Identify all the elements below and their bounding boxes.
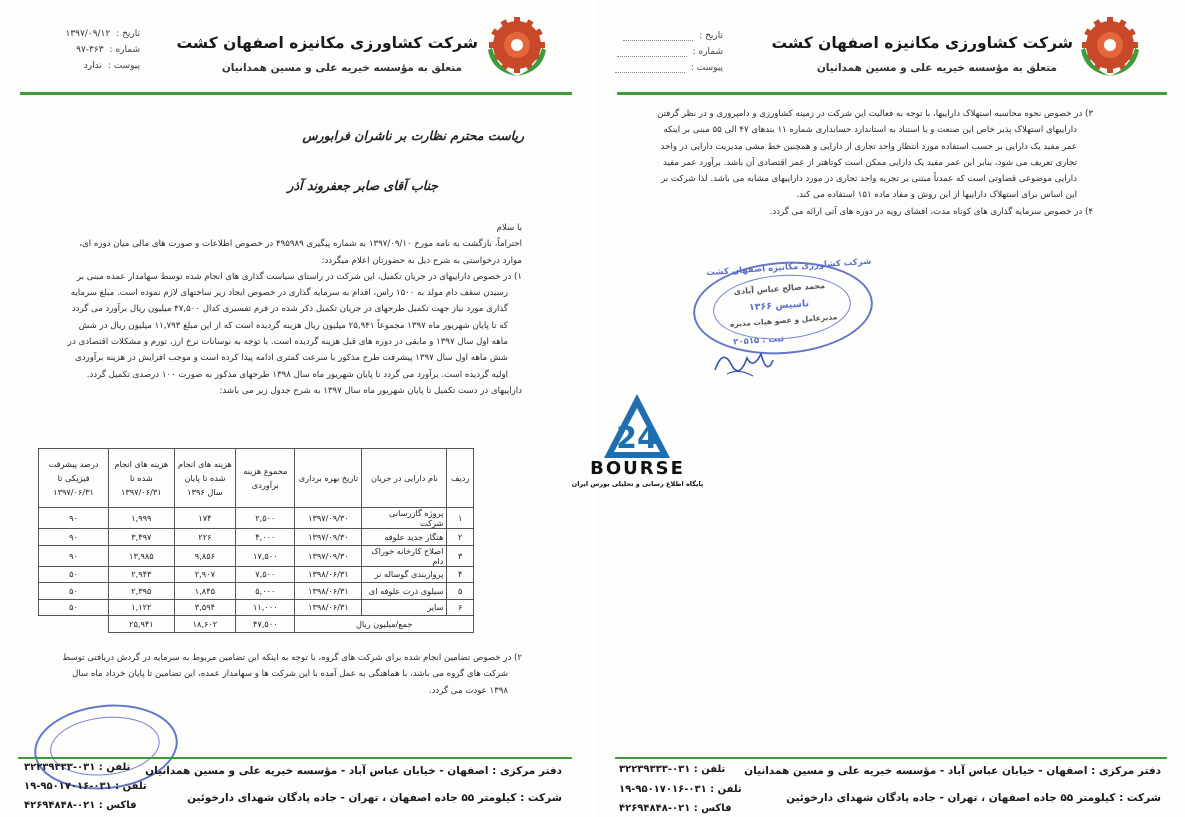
table-cell: ۳ [447,545,474,566]
col-header-estimated: مجموع هزینه برآوردی [236,449,295,508]
table-header-row [39,449,474,508]
stamp-signer: محمد صالح عباس آبادی [733,281,826,297]
letter-meta [20,26,140,74]
footer-address: دفتر مرکزی : اصفهان - خیابان عباس آباد - مؤسسه خیریه علی و مسین همدانیان [744,765,1161,777]
letter-body [62,220,522,399]
svg-text:24: 24 [616,421,658,456]
table-cell: ۹۰ [39,508,109,529]
table-cell: ۲,۵۰۰ [236,508,295,529]
item-1-text: در خصوص داراییهای در جریان تکمیل، این شرکت در راستای سیاست گذاری های انجام شده توسط سهامدار عمده مبنی بر رسیدن سقف دام مولد به ۱۵۰۰ راس، اقدام به سرمایه گذاری در خصوص ایجاد زیر ساختهای لازم نموده است. مبلغ سرمایه گذاری مورد نیاز جهت تکمیل طرحهای در جریان تکمیل ذکر شده در فرم تفسیری کدال ۴۷,۵۰۰ میلیون ریال برآورد می گردد که تا پایان شهریور ماه ۱۳۹۷ مجموعاً ۲۵,۹۴۱ میلیون ریال هزینه گردیده است که از این مبلغ ۱۱,۷۹۳ میلیون ریال در شش ماهه اول سال ۱۳۹۷ و مابقی در دوره های قبل هزینه گردیده است. با توجه به نوسانات نرخ ارز، تورم و مشکلات اقتصادی در شش ماهه اول سال ۱۳۹۷ پیشرفت طرح مذکور با سرعت کمتری ادامه پیدا کرده است و موجب افزایش در هزینه برآوردی اولیه گردیده است. برآورد می گردد تا پایان شهریور ماه سال ۱۳۹۸ طرحهای مذکور به صورت ۱۰۰ درصدی تکمیل گردد. [67,271,512,380]
header-divider [617,92,1167,95]
fax-label: فاکس : [98,800,137,811]
footer-address: دفتر مرکزی : اصفهان - خیابان عباس آباد - مؤسسه خیریه علی و مسین همدانیان [145,765,562,777]
table-cell: ۱۳۹۸/۰۶/۳۱ [295,583,362,600]
intro-paragraph: احتراماً، بازگشت به نامه مورخ ۱۳۹۷/۰۹/۱۰ به شماره پیگیری ۴۹۵۹۸۹ در خصوص اطلاعات و صورت های مالی میان دوره ای، موارد درخواستی به شرح ذیل به حضورتان اعلام میگردد: [79,239,522,266]
table-cell: ۱۳۹۷/۰۹/۳۰ [295,529,362,546]
table-cell: ۱۳۹۸/۰۶/۳۱ [295,599,362,616]
footer-phone-2 [619,784,742,795]
table-row [39,566,474,583]
letterhead [0,0,590,95]
date-label: تاریخ : [116,29,140,39]
phone-value: ۰۳۱-۹۵۰۱۷۰۱۶-۱۹ [619,784,707,795]
fax-label: فاکس : [693,803,732,814]
table-cell: ۱۷۴ [174,508,236,529]
item-2-number: ۲) [514,653,522,663]
phone-value: ۰۳۱-۳۲۲۳۹۳۳۳ [24,762,96,773]
item-2 [62,650,522,699]
table-cell: ۱,۱۲۲ [109,599,174,616]
table-cell: ۱۷,۵۰۰ [236,545,295,566]
date-label: تاریخ : [699,31,723,41]
table-cell: ۱۱,۰۰۰ [236,599,295,616]
header-divider [20,92,572,95]
footer-divider [615,757,1167,759]
footer-phone-2 [24,781,147,792]
table-cell: سیلوی ذرت علوفه ای [362,583,447,600]
number-value: ۹۷-۳۶۳ [76,45,104,55]
table-cell: هنگار جدید علوفه [362,529,447,546]
table-cell: ۱,۸۴۵ [174,583,236,600]
col-header-progress: درصد پیشرفت فیزیکی تا ۱۳۹۷/۰۶/۳۱ [39,449,109,508]
signature [709,340,779,382]
bourse-watermark [570,392,705,497]
table-row [39,529,474,546]
table-cell: ۲,۹۴۳ [109,566,174,583]
letter-body-2 [62,650,522,699]
phone-label: تلفن : [115,781,147,792]
phone-label: تلفن : [98,762,131,773]
table-cell: ۱۳۹۷/۰۹/۳۰ [295,545,362,566]
company-name: شرکت کشاورزی مکانیزه اصفهان کشت [176,34,478,52]
item-4 [655,204,1093,220]
number-label: شماره : [109,45,140,55]
stamp-role: مدیرعامل و عضو هیات مدیره [729,312,838,329]
table-cell: ۱ [447,508,474,529]
table-cell: ۶ [447,599,474,616]
company-subtitle: متعلق به مؤسسه خیریه علی و مسین همدانیان [221,62,462,74]
attachment-label: پیوست : [107,61,140,71]
col-header-cost-1397: هزینه های انجام شده تا ۱۳۹۷/۰۶/۳۱ [109,449,174,508]
fax-value: ۰۲۱-۴۲۶۹۴۸۴۸ [619,803,691,814]
assets-table [38,448,474,633]
letter-body [655,106,1093,220]
empty-cell [39,616,109,633]
recipient-title: ریاست محترم نظارت بر ناشران فرابورس [302,128,524,143]
table-cell: ۵۰ [39,599,109,616]
table-row [39,545,474,566]
table-cell: سایر [362,599,447,616]
col-header-date: تاریخ بهره برداری [295,449,362,508]
footer-phone [24,762,130,773]
item-3-number: ۳) [1085,109,1093,119]
col-header-cost-1396: هزینه های انجام شده تا پایان سال ۱۳۹۶ [174,449,236,508]
item-2-text: در خصوص تضامین انجام شده برای شرکت های گروه، با توجه به اینکه این تضامین مربوط به سرمایه در گردش دریافتی توسط شرکت های گروه می باشد، با هماهنگی به عمل آمده با این شرکت ها و سهامدار عمده، این تضامین تا پایان خرداد ماه سال ۱۳۹۸ عودت می گردد. [62,653,512,696]
greeting: با سلام [496,223,522,233]
item-4-text: در خصوص سرمایه گذاری های کوتاه مدت، افشای رویه در دوره های آتی ارائه می گردد. [769,206,1083,217]
table-row [39,508,474,529]
table-cell: ۵,۰۰۰ [236,583,295,600]
table-cell: اصلاح کارخانه خوراک دام [362,545,447,566]
total-estimated: ۴۷,۵۰۰ [236,616,295,633]
col-header-row-no: ردیف [447,449,474,508]
table-cell: ۳,۵۹۴ [174,599,236,616]
footer-fax [619,803,732,814]
table-cell: ۱۳,۹۸۵ [109,545,174,566]
company-logo [1075,12,1145,82]
company-subtitle: متعلق به مؤسسه خیریه علی و مسین همدانیان [816,62,1057,74]
attachment-label: پیوست : [690,63,723,73]
table-cell: ۴,۰۰۰ [236,529,295,546]
date-value: ۱۳۹۷/۰۹/۱۲ [65,29,111,39]
stamp-ring-text: شرکت کشاورزی مکانیزه اصفهان کشت [706,256,872,279]
phone-label: تلفن : [710,784,742,795]
fax-value: ۰۲۱-۴۲۶۹۴۸۴۸ [24,800,96,811]
item-3 [655,106,1093,204]
phone-value: ۰۳۱-۳۲۲۳۹۳۳۳ [619,764,691,775]
table-row [39,583,474,600]
table-cell: پروژه گازرسانی شرکت [362,508,447,529]
item-3-text: در خصوص نحوه محاسبه استهلاک داراییها، با توجه به فعالیت این شرکت در زمینه کشاورزی و دامپروری و در نظر گرفتن داراییهای استهلاک پذیر خاص این صنعت و با استناد به استاندارد حسابداری شماره ۱۱ بندهای ۴۷ الی ۵۵ مبنی بر اینکه عمر مفید یک دارایی بر حسب استفاده مورد انتظار واحد تجاری از دارایی و همچنین خط مشی مدیریت دارایی در واحد تجاری تعریف می شود، بنابر این عمر مفید یک دارایی ممکن است کوتاهتر از عمر اقتصادی آن باشد. برآورد عمر مفید دارایی موضوعی قضاوتی است که عمدتاً مبتنی بر تجربه واحد تجاری در مورد داراییهای مشابه می باشد. لذا شرکت بر این اساس برای استهلاک داراییها از این روش و مفاد ماده ۱۵۱ استفاده می کند. [657,109,1083,201]
footer-phone [619,764,725,775]
table-cell: ۹,۸۵۶ [174,545,236,566]
table-cell: ۹۰ [39,529,109,546]
table-cell: ۱۳۹۷/۰۹/۳۰ [295,508,362,529]
phone-label: تلفن : [693,764,726,775]
table-cell: ۷,۵۰۰ [236,566,295,583]
item-1-number: ۱) [514,271,522,282]
table-cell: ۴ [447,566,474,583]
table-cell: ۲ [447,529,474,546]
table-cell: ۲,۹۰۷ [174,566,236,583]
table-intro: داراییهای در دست تکمیل تا پایان شهریور ماه سال ۱۳۹۷ به شرح جدول زیر می باشد: [219,385,522,396]
table-cell: ۲,۳۹۵ [109,583,174,600]
item-4-number: ۴) [1085,206,1093,217]
phone-value: ۰۳۱-۹۵۰۱۷۰۱۶-۱۹ [24,781,112,792]
stamp-registration: ثبت : ۲۰۵۱۵ [732,334,785,348]
table-row [39,599,474,616]
footer-divider [18,757,572,759]
footer-farm-address: شرکت : کیلومتر ۵۵ جاده اصفهان ، تهران - جاده پادگان شهدای دارخوئین [786,792,1161,804]
recipient-name: جناب آقای صابر جعفروند آذر [287,178,438,193]
number-label: شماره : [692,47,723,57]
bourse-name: BOURSE [590,458,685,479]
table-cell: ۹۰ [39,545,109,566]
footer-fax [24,800,137,811]
letter-meta [613,28,723,76]
company-logo [482,12,552,82]
footer-farm-address: شرکت : کیلومتر ۵۵ جاده اصفهان ، تهران - جاده پادگان شهدای دارخوئین [187,792,562,804]
company-name: شرکت کشاورزی مکانیزه اصفهان کشت [771,34,1073,52]
table-cell: ۲۲۶ [174,529,236,546]
table-total-row [39,616,474,633]
bourse-logo-icon [570,392,705,462]
letterhead [597,0,1185,95]
item-1 [62,269,522,383]
table-cell: پرواربندی گوساله نر [362,566,447,583]
table-cell: ۱۳۹۸/۰۶/۳۱ [295,566,362,583]
table-cell: ۵ [447,583,474,600]
table-cell: ۵۰ [39,583,109,600]
total-cost-1396: ۱۸,۶۰۲ [174,616,236,633]
attachment-value: ندارد [83,61,102,71]
total-cost-1397: ۲۵,۹۴۱ [109,616,174,633]
bourse-tagline: پایگاه اطلاع رسانی و تحلیلی بورس ایران [571,480,704,488]
table-cell: ۵۰ [39,566,109,583]
col-header-asset: نام دارایی در جریان [362,449,447,508]
table-cell: ۳,۴۹۷ [109,529,174,546]
total-label: جمع/میلیون ریال [295,616,474,633]
letter-page-1 [0,0,590,817]
table-cell: ۱,۹۹۹ [109,508,174,529]
stamp-founded: تاسیس ۱۳۶۶ [748,298,810,314]
